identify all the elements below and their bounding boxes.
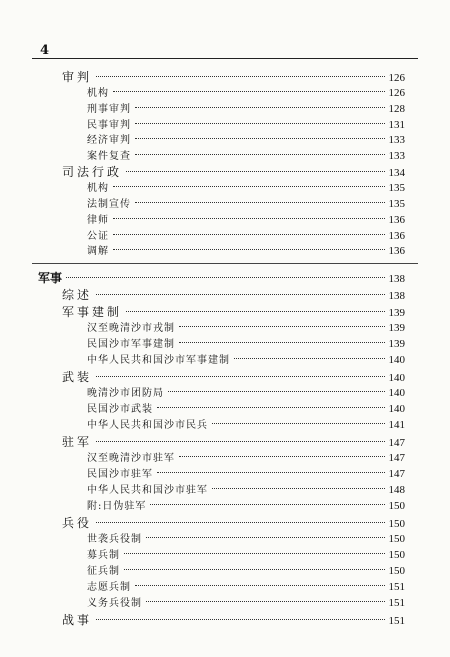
- toc-entry-page: 147: [388, 468, 405, 480]
- dot-leader: [96, 375, 384, 377]
- toc-entry: [87, 132, 405, 148]
- toc-entry-page: 133: [388, 134, 405, 146]
- toc-entry-title: 汉至晚清沙市戎制: [87, 323, 175, 334]
- dot-leader: [135, 153, 385, 155]
- toc-entry-title: 审判: [62, 70, 93, 84]
- toc-entry-title: 志愿兵制: [87, 582, 131, 593]
- toc-entry: [87, 579, 405, 595]
- toc-entry-page: 150: [388, 565, 405, 577]
- toc-entry-page: 139: [388, 338, 405, 350]
- toc-entry-page: 150: [388, 518, 405, 530]
- toc-entry-page: 128: [388, 103, 405, 115]
- dot-leader: [157, 471, 385, 473]
- toc-entry: [87, 243, 405, 259]
- toc-entry-page: 131: [388, 119, 405, 131]
- toc-entry-title: 中华人民共和国沙市军事建制: [87, 355, 230, 366]
- toc-entry: [38, 270, 405, 286]
- dot-leader: [179, 455, 385, 457]
- dot-leader: [124, 552, 385, 554]
- dot-leader: [157, 406, 385, 408]
- toc-entry-page: 138: [388, 273, 405, 285]
- toc-entry-title: 战事: [62, 613, 93, 627]
- dot-leader: [113, 217, 385, 219]
- toc-entry: [62, 515, 405, 531]
- dot-leader: [126, 170, 384, 172]
- toc-entry: [62, 612, 405, 628]
- toc-entry-page: 147: [388, 437, 405, 449]
- dot-leader: [135, 137, 385, 139]
- toc-entry: [87, 482, 405, 498]
- toc-entry-title: 机构: [87, 88, 109, 99]
- toc-entry: [87, 148, 405, 164]
- toc-entry-title: 民国沙市武装: [87, 404, 153, 415]
- toc-entry: [62, 304, 405, 320]
- toc-entry: [62, 287, 405, 303]
- toc-entry-title: 刑事审判: [87, 104, 131, 115]
- toc-entry-title: 调解: [87, 246, 109, 257]
- toc-entry-title: 军事: [38, 271, 63, 285]
- toc-entry: [87, 417, 405, 433]
- dot-leader: [135, 584, 385, 586]
- toc-entry-title: 募兵制: [87, 550, 120, 561]
- dot-leader: [234, 357, 385, 359]
- toc-entry-page: 140: [388, 403, 405, 415]
- toc-entry-title: 义务兵役制: [87, 598, 142, 609]
- dot-leader: [66, 276, 384, 278]
- toc-entry-page: 141: [388, 419, 405, 431]
- toc-entry-page: 135: [388, 198, 405, 210]
- toc-entry: [62, 69, 405, 85]
- toc-entry: [87, 352, 405, 368]
- toc-entry-page: 151: [388, 615, 405, 627]
- toc-entry: [87, 228, 405, 244]
- toc-entry: [87, 101, 405, 117]
- dot-leader: [168, 390, 385, 392]
- toc-entry-title: 经济审判: [87, 135, 131, 146]
- toc-entry-page: 150: [388, 533, 405, 545]
- dot-leader: [113, 248, 385, 250]
- toc-entry-title: 中华人民共和国沙市民兵: [87, 420, 208, 431]
- toc-entry-title: 机构: [87, 183, 109, 194]
- toc-entry-page: 148: [388, 484, 405, 496]
- toc-entry-page: 136: [388, 230, 405, 242]
- toc-entry-page: 126: [388, 72, 405, 84]
- toc-entry: [87, 212, 405, 228]
- toc-entry-title: 民国沙市驻军: [87, 469, 153, 480]
- toc-entry-title: 驻军: [62, 435, 93, 449]
- toc-entry-page: 134: [388, 167, 405, 179]
- toc-entry: [87, 450, 405, 466]
- toc-entry-title: 征兵制: [87, 566, 120, 577]
- dot-leader: [179, 325, 385, 327]
- dot-leader: [96, 618, 384, 620]
- toc-entry: [87, 401, 405, 417]
- dot-leader: [96, 521, 384, 523]
- toc-entry-title: 律师: [87, 215, 109, 226]
- toc-entry-title: 综述: [62, 288, 93, 302]
- toc-entry-page: 140: [388, 354, 405, 366]
- toc-entry-title: 晚清沙市团防局: [87, 388, 164, 399]
- dot-leader: [113, 90, 385, 92]
- toc-entry-title: 兵役: [62, 516, 93, 530]
- toc-entry: [87, 320, 405, 336]
- dot-leader: [135, 106, 385, 108]
- toc-entry-page: 133: [388, 150, 405, 162]
- toc-entry-title: 中华人民共和国沙市驻军: [87, 485, 208, 496]
- toc-entry-title: 附:日伪驻军: [87, 501, 147, 512]
- dot-leader: [126, 310, 384, 312]
- dot-leader: [146, 536, 385, 538]
- toc-entry-title: 军事建制: [62, 305, 123, 319]
- toc-entry-title: 法制宣传: [87, 199, 131, 210]
- toc-entry: [87, 85, 405, 101]
- toc-entry-page: 136: [388, 245, 405, 257]
- toc-entry-title: 案件复查: [87, 151, 131, 162]
- toc-entry-title: 公证: [87, 231, 109, 242]
- toc-entry: [87, 117, 405, 133]
- toc-entry-page: 147: [388, 452, 405, 464]
- dot-leader: [146, 600, 385, 602]
- toc-entry-page: 138: [388, 290, 405, 302]
- toc-entry-page: 150: [388, 500, 405, 512]
- dot-leader: [212, 487, 385, 489]
- toc-entry-page: 126: [388, 87, 405, 99]
- dot-leader: [212, 422, 385, 424]
- toc-entry: [87, 498, 405, 514]
- toc-entry: [87, 563, 405, 579]
- toc-entry-title: 民事审判: [87, 120, 131, 131]
- toc-entry: [87, 385, 405, 401]
- header-rule: [32, 58, 418, 59]
- toc-entry-page: 151: [388, 581, 405, 593]
- dot-leader: [135, 201, 385, 203]
- dot-leader: [179, 341, 385, 343]
- toc-entry-title: 汉至晚清沙市驻军: [87, 453, 175, 464]
- toc-entry-title: 司法行政: [62, 165, 123, 179]
- dot-leader: [150, 503, 384, 505]
- toc-entry-page: 151: [388, 597, 405, 609]
- dot-leader: [113, 233, 385, 235]
- toc-entry-page: 139: [388, 307, 405, 319]
- toc-entry: [62, 369, 405, 385]
- toc-entry-page: 136: [388, 214, 405, 226]
- toc-entry: [87, 531, 405, 547]
- dot-leader: [124, 568, 385, 570]
- dot-leader: [96, 293, 384, 295]
- toc-entry-title: 武装: [62, 370, 93, 384]
- page-number: 4: [40, 43, 50, 58]
- dot-leader: [135, 122, 385, 124]
- dot-leader: [113, 185, 385, 187]
- toc-entry: [62, 164, 405, 180]
- toc-entry-page: 139: [388, 322, 405, 334]
- toc-entry: [87, 336, 405, 352]
- toc-entry-title: 世袭兵役制: [87, 534, 142, 545]
- toc-entry: [87, 180, 405, 196]
- toc-entry-page: 135: [388, 182, 405, 194]
- toc-entry: [87, 466, 405, 482]
- toc-entry: [87, 196, 405, 212]
- toc-entry-title: 民国沙市军事建制: [87, 339, 175, 350]
- toc-entry-page: 150: [388, 549, 405, 561]
- dot-leader: [96, 440, 384, 442]
- toc-entry: [87, 547, 405, 563]
- toc-entry: [87, 595, 405, 611]
- dot-leader: [96, 75, 384, 77]
- toc-entry: [62, 434, 405, 450]
- toc-entry-page: 140: [388, 387, 405, 399]
- toc-entry-page: 140: [388, 372, 405, 384]
- section-divider: [32, 263, 418, 264]
